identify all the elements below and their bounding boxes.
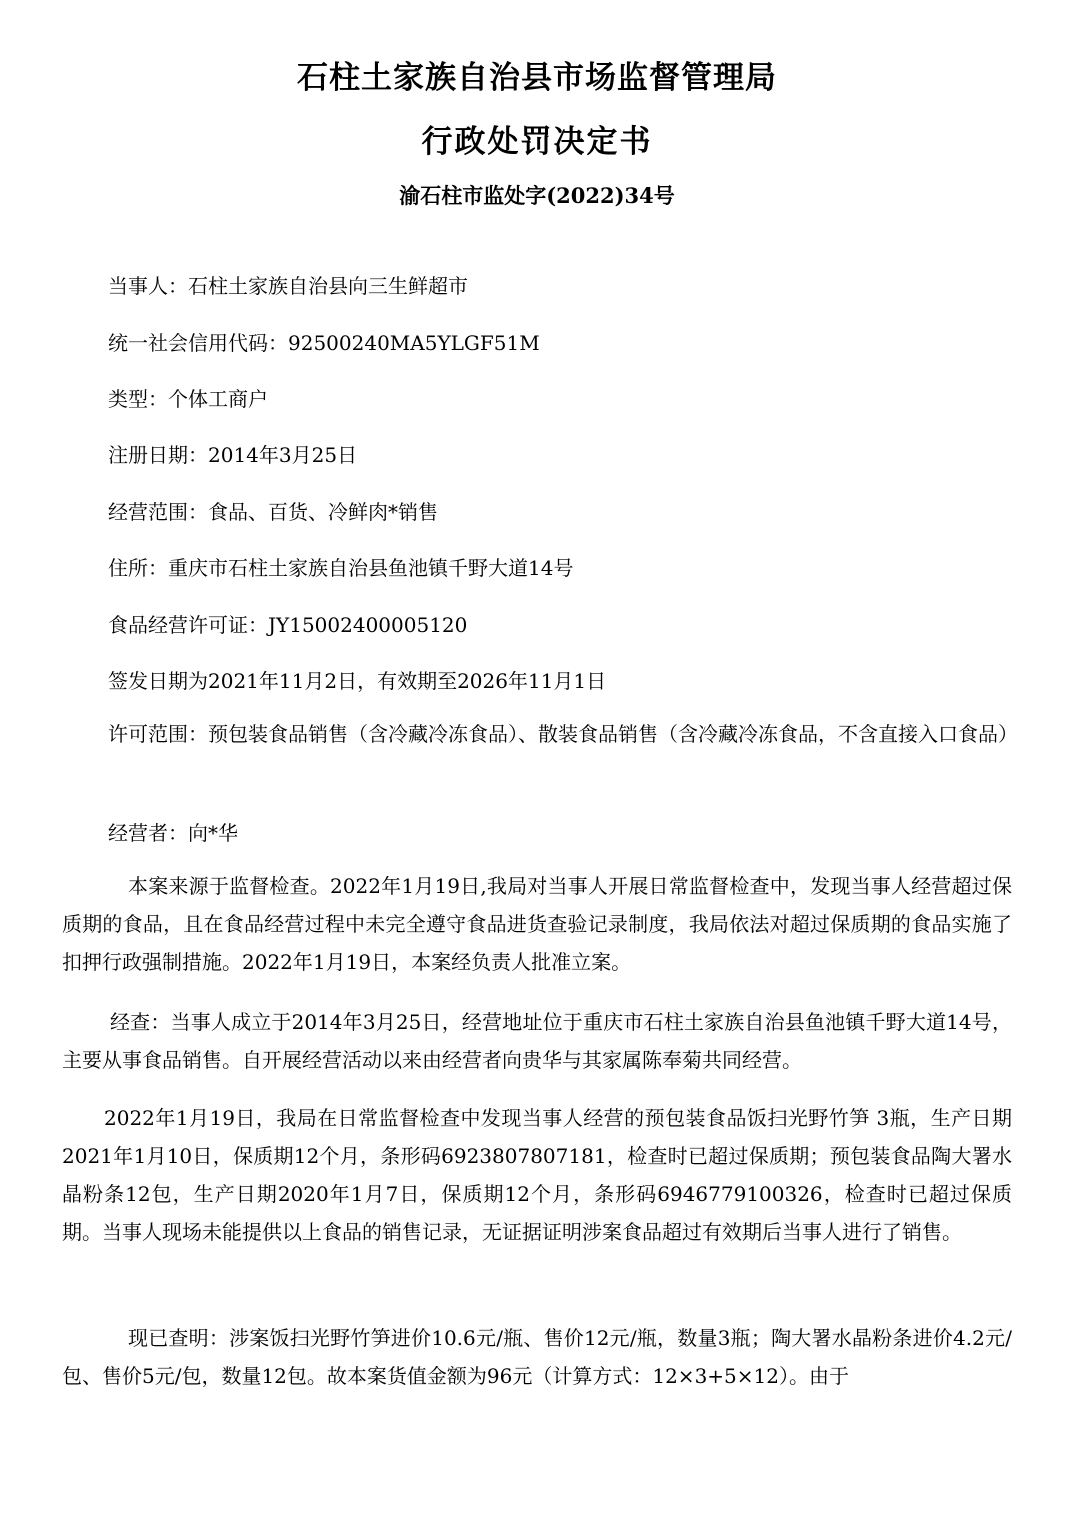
ascertained-facts-paragraph: 现已查明：涉案饭扫光野竹笋进价10.6元/瓶、售价12元/瓶，数量3瓶；陶大署水晶粉条进价4.2元/包、售价5元/包，数量12包。故本案货值金额为96元（计算方式：12×3+5×12）。由于 [62,1326,1012,1388]
doc-number: 渝石柱市监处字(2022)34号 [399,183,675,208]
license-scope-paragraph: 许可范围：预包装食品销售（含冷藏冷冻食品）、散装食品销售（含冷藏冷冻食品，不含直接入口食品） [108,722,1018,746]
org-title: 石柱土家族自治县市场监督管理局 [297,60,777,96]
type-line: 类型：个体工商户 [108,387,268,411]
case-source-paragraph: 本案来源于监督检查。2022年1月19日,我局对当事人开展日常监督检查中，发现当事人经营超过保质期的食品，且在食品经营过程中未完全遵守食品进货查验记录制度，我局依法对超过保质期的食品实施了扣押行政强制措施。2022年1月19日，本案经负责人批准立案。 [62,874,1012,974]
operator-line: 经营者：向*华 [108,821,238,845]
investigation-paragraph: 经查：当事人成立于2014年3月25日，经营地址位于重庆市石柱土家族自治县鱼池镇千野大道14号，主要从事食品销售。自开展经营活动以来由经营者向贵华与其家属陈奉菊共同经营。 [62,1010,1012,1072]
issue-date-line: 签发日期为2021年11月2日，有效期至2026年11月1日 [108,669,607,693]
doc-title: 行政处罚决定书 [421,124,653,160]
business-scope-line: 经营范围：食品、百货、冷鲜肉*销售 [108,500,438,524]
address-line: 住所：重庆市石柱土家族自治县鱼池镇千野大道14号 [108,556,574,580]
credit-code-line: 统一社会信用代码：92500240MA5YLGF51M [108,331,540,355]
reg-date-line: 注册日期：2014年3月25日 [108,443,358,467]
license-line: 食品经营许可证：JY15002400005120 [108,613,468,637]
inspection-findings-paragraph: 2022年1月19日，我局在日常监督检查中发现当事人经营的预包装食品饭扫光野竹笋 3瓶，生产日期2021年1月10日，保质期12个月，条形码6923807807181，检查时已超过保质期；预包装食品陶大署水晶粉条12包，生产日期2020年1月7日，保质期12个月，条形码6946779100326，检查时已超过保质期。当事人现场未能提供以上食品的销售记录，无证据证明涉案食品超过有效期后当事人进行了销售。 [62,1106,1012,1244]
party-name-line: 当事人：石柱土家族自治县向三生鲜超市 [108,274,468,298]
